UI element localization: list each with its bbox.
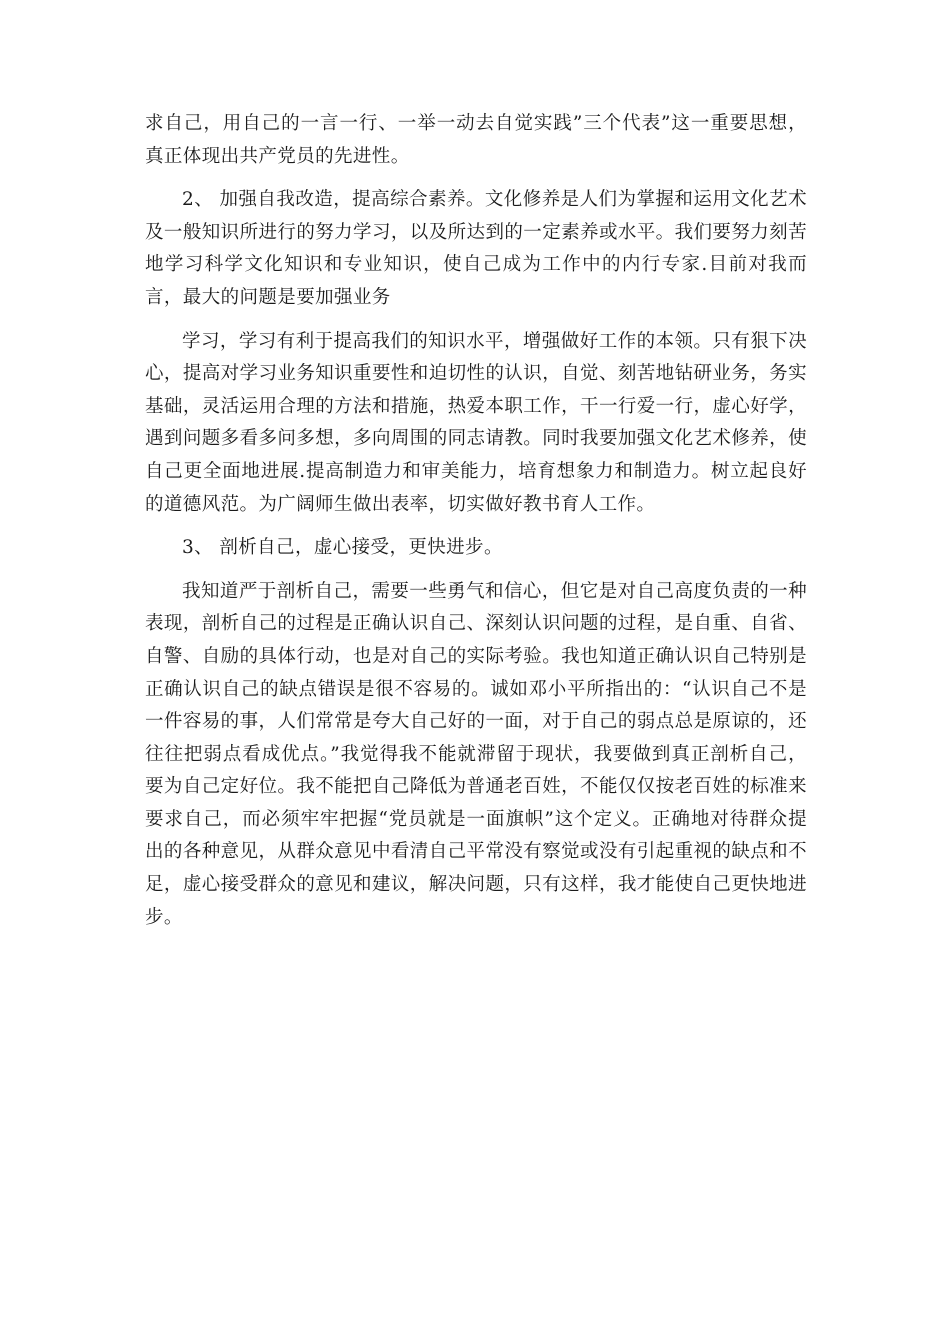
paragraph-section-2: 2、 加强自我改造，提高综合素养。文化修养是人们为掌握和运用文化艺术及一般知识所进行的努力学习，以及所达到的一定素养或水平。我们要努力刻苦地学习科学文化知识和专业知识，使自己成为工作中的内行专家.目前对我而言，最大的问题是要加强业务 xyxy=(145,189,807,308)
paragraph-continuation: 求自己，用自己的一言一行、一举一动去自觉实践”三个代表”这一重要思想，真正体现出共产党员的先进性。 xyxy=(145,113,807,167)
paragraph-self-analysis: 我知道严于剖析自己，需要一些勇气和信心，但它是对自己高度负责的一种表现，剖析自己的过程是正确认识自己、深刻认识问题的过程，是自重、自省、自警、自励的具体行动，也是对自己的实际考验。我也知道正确认识自己特别是正确认识自己的缺点错误是很不容易的。诚如邓小平所指出的：“认识自己不是一件容易的事，人们常常是夸大自己好的一面，对于自己的弱点总是原谅的，还往往把弱点看成优点。”我觉得我不能就滞留于现状，我要做到真正剖析自己，要为自己定好位。我不能把自己降低为普通老百姓，不能仅仅按老百姓的标准来要求自己，而必须牢牢把握“党员就是一面旗帜”这个定义。正确地对待群众提出的各种意见，从群众意见中看清自己平常没有察觉或没有引起重视的缺点和不足，虚心接受群众的意见和建议，解决问题，只有这样，我才能使自己更快地进步。 xyxy=(145,580,807,928)
paragraph-study: 学习，学习有利于提高我们的知识水平，增强做好工作的本领。只有狠下决心，提高对学习业务知识重要性和迫切性的认识，自觉、刻苦地钻研业务，务实基础，灵活运用合理的方法和措施，热爱本职工作，干一行爱一行，虚心好学，遇到问题多看多问多想，多向周围的同志请教。同时我要加强文化艺术修养，使自己更全面地进展.提高制造力和审美能力，培育想象力和制造力。树立起良好的道德风范。为广阔师生做出表率，切实做好教书育人工作。 xyxy=(145,330,807,515)
paragraph-section-3-heading: 3、 剖析自己，虚心接受，更快进步。 xyxy=(182,537,503,559)
document-body xyxy=(145,108,807,945)
